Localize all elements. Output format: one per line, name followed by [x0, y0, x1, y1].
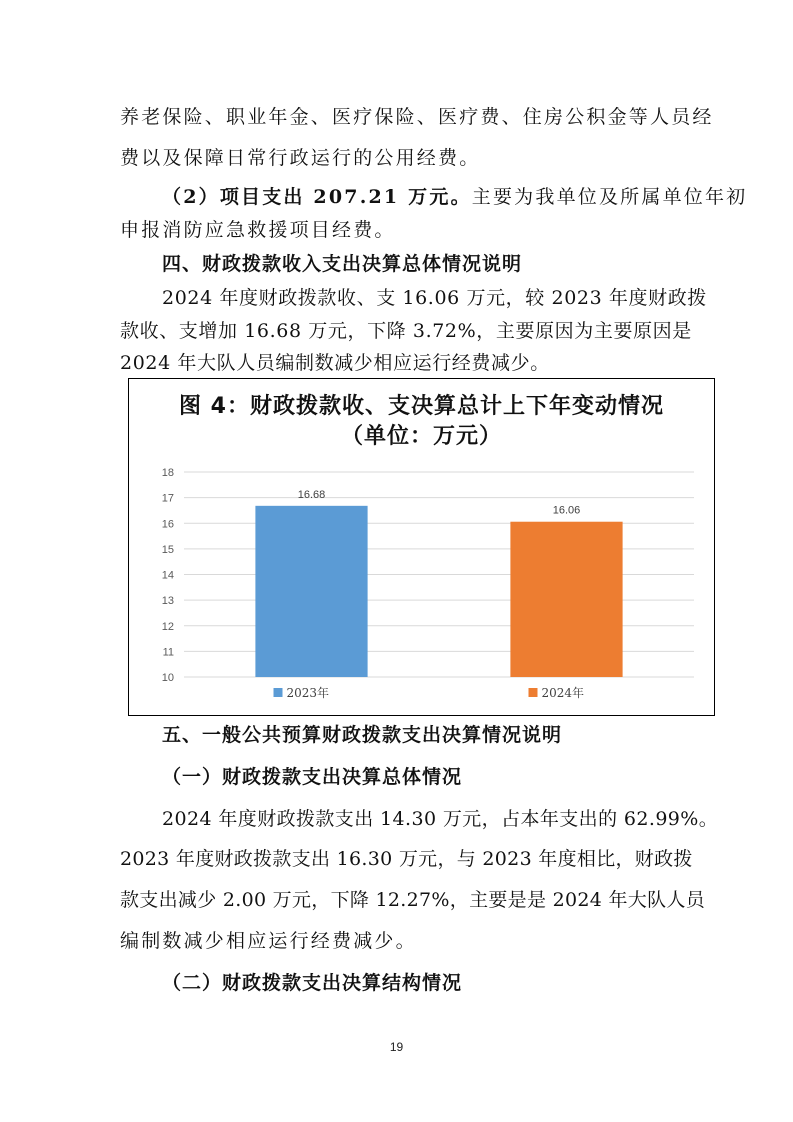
bar-2023年: [255, 506, 367, 677]
body-text-line: 申报消防应急救援项目经费。: [120, 219, 396, 241]
subsection-heading-1: （一）财政拨款支出决算总体情况: [162, 766, 463, 788]
y-tick-label: 18: [161, 467, 174, 479]
y-tick-label: 15: [161, 543, 174, 556]
legend-label: 2024年: [541, 686, 585, 700]
legend-swatch: [529, 688, 538, 697]
section-heading-4: 四、财政拨款收入支出决算总体情况说明: [162, 253, 523, 275]
project-expense-label: （2）项目支出 207.21 万元。: [162, 186, 472, 208]
y-tick-label: 13: [161, 595, 174, 608]
bar-2024年: [510, 522, 622, 677]
y-tick-label: 12: [161, 620, 174, 633]
project-expense-paragraph: [162, 184, 748, 210]
y-tick-label: 11: [162, 646, 174, 659]
y-tick-label: 17: [161, 492, 174, 505]
page-number: 19: [389, 1040, 404, 1054]
legend-swatch: [274, 688, 283, 697]
bar-value-label: 16.68: [297, 488, 326, 501]
chart-figure-4: [128, 378, 715, 716]
bar-chart: [129, 379, 714, 715]
bar-value-label: 16.06: [552, 504, 581, 517]
body-text-line: 2024 年度财政拨款支出 14.30 万元，占本年支出的 62.99%。: [162, 808, 719, 830]
subsection-heading-2: （二）财政拨款支出决算结构情况: [162, 972, 463, 994]
chart-subtitle: （单位：万元）: [340, 424, 502, 449]
body-text-line: 2024 年度财政拨款收、支 16.06 万元，较 2023 年度财政拨: [162, 287, 707, 309]
y-tick-label: 10: [161, 672, 174, 684]
body-text-line: 款支出减少 2.00 万元，下降 12.27%，主要是是 2024 年大队人员: [120, 889, 706, 911]
body-text-line: 款收、支增加 16.68 万元，下降 3.72%，主要原因为主要原因是: [120, 320, 692, 342]
legend-label: 2023年: [286, 686, 330, 700]
body-text-line: 2024 年大队人员编制数减少相应运行经费减少。: [120, 352, 550, 374]
section-heading-5: 五、一般公共预算财政拨款支出决算情况说明: [162, 724, 563, 746]
body-text-line: 费以及保障日常行政运行的公用经费。: [120, 147, 481, 169]
y-tick-label: 16: [161, 518, 174, 531]
project-expense-text: 主要为我单位及所属单位年初: [471, 186, 748, 208]
body-text-line: 2023 年度财政拨款支出 16.30 万元，与 2023 年度相比，财政拨: [120, 848, 693, 870]
body-text-line: 编制数减少相应运行经费减少。: [120, 930, 417, 952]
y-tick-label: 14: [161, 569, 174, 582]
chart-title: 图 4：财政拨款收、支决算总计上下年变动情况: [179, 394, 664, 419]
body-text-line: 养老保险、职业年金、医疗保险、医疗费、住房公积金等人员经: [120, 106, 714, 128]
